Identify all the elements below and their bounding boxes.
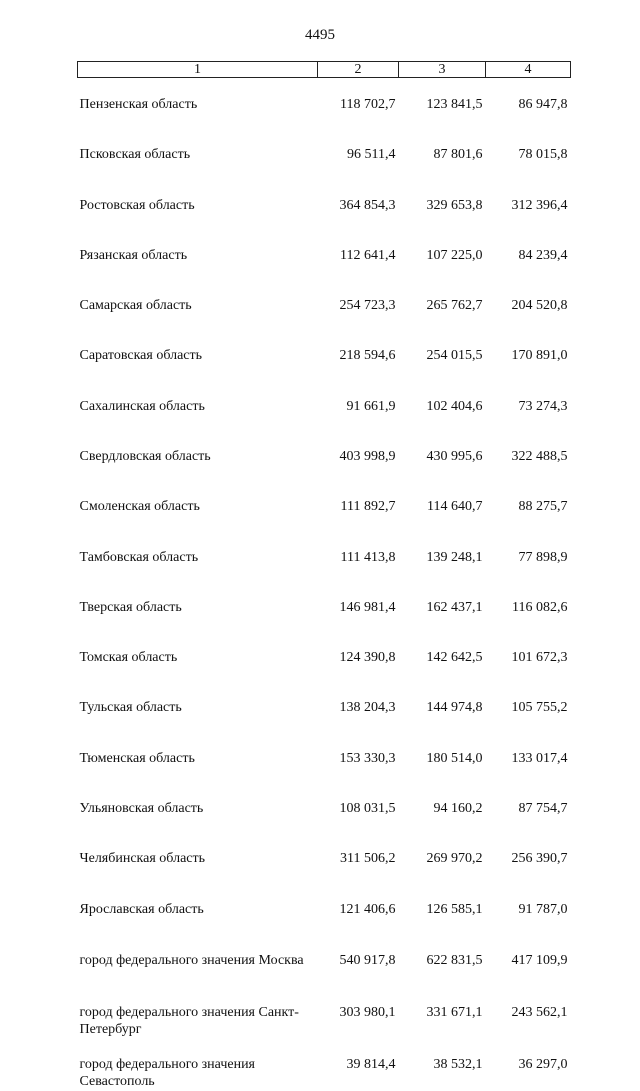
table-row (78, 987, 571, 1039)
value-col2-cell: 540 917,8 (318, 935, 399, 987)
value-col2-cell: 111 892,7 (318, 483, 399, 533)
table-row (78, 231, 571, 281)
value-col3-cell: 269 970,2 (399, 835, 486, 885)
region-name-cell: город федерального значения Севастополь (78, 1039, 318, 1091)
value-col3-cell: 144 974,8 (399, 684, 486, 734)
value-col3-cell: 126 585,1 (399, 885, 486, 935)
table-row (78, 835, 571, 885)
table-row (78, 78, 571, 131)
value-col4-cell: 417 109,9 (486, 935, 571, 987)
value-col4-cell: 256 390,7 (486, 835, 571, 885)
table-row (78, 633, 571, 683)
table-body (78, 78, 571, 1091)
value-col3-cell: 107 225,0 (399, 231, 486, 281)
region-name-cell: Сахалинская область (78, 382, 318, 432)
value-col4-cell: 322 488,5 (486, 432, 571, 482)
region-name-cell: город федерального значения Москва (78, 935, 318, 987)
region-name-cell: Самарская область (78, 281, 318, 331)
table-row (78, 181, 571, 231)
value-col3-cell: 123 841,5 (399, 78, 486, 131)
value-col4-cell: 87 754,7 (486, 784, 571, 834)
value-col4-cell: 133 017,4 (486, 734, 571, 784)
table-row (78, 131, 571, 181)
value-col2-cell: 138 204,3 (318, 684, 399, 734)
value-col4-cell: 116 082,6 (486, 583, 571, 633)
table-row (78, 1039, 571, 1091)
value-col3-cell: 329 653,8 (399, 181, 486, 231)
table-row (78, 684, 571, 734)
table-row (78, 382, 571, 432)
value-col3-cell: 265 762,7 (399, 281, 486, 331)
table-row (78, 432, 571, 482)
value-col3-cell: 139 248,1 (399, 533, 486, 583)
table-row (78, 281, 571, 331)
region-name-cell: Тамбовская область (78, 533, 318, 583)
value-col2-cell: 111 413,8 (318, 533, 399, 583)
region-name-cell: Ярославская область (78, 885, 318, 935)
value-col4-cell: 105 755,2 (486, 684, 571, 734)
value-col4-cell: 73 274,3 (486, 382, 571, 432)
value-col2-cell: 108 031,5 (318, 784, 399, 834)
value-col4-cell: 88 275,7 (486, 483, 571, 533)
value-col4-cell: 77 898,9 (486, 533, 571, 583)
region-name-cell: Ульяновская область (78, 784, 318, 834)
table-row (78, 583, 571, 633)
column-header: 4 (486, 62, 571, 78)
value-col3-cell: 94 160,2 (399, 784, 486, 834)
region-name-cell: Ростовская область (78, 181, 318, 231)
value-col4-cell: 86 947,8 (486, 78, 571, 131)
value-col3-cell: 87 801,6 (399, 131, 486, 181)
value-col2-cell: 218 594,6 (318, 332, 399, 382)
region-name-cell: Челябинская область (78, 835, 318, 885)
region-name-cell: Тульская область (78, 684, 318, 734)
value-col3-cell: 430 995,6 (399, 432, 486, 482)
value-col4-cell: 84 239,4 (486, 231, 571, 281)
region-name-cell: Свердловская область (78, 432, 318, 482)
value-col2-cell: 118 702,7 (318, 78, 399, 131)
value-col4-cell: 243 562,1 (486, 987, 571, 1039)
value-col2-cell: 96 511,4 (318, 131, 399, 181)
table-header-row (78, 62, 571, 78)
table-row (78, 533, 571, 583)
table-row (78, 885, 571, 935)
region-name-cell: Саратовская область (78, 332, 318, 382)
value-col3-cell: 38 532,1 (399, 1039, 486, 1091)
region-name-cell: Тверская область (78, 583, 318, 633)
budget-table (77, 61, 571, 1091)
value-col2-cell: 121 406,6 (318, 885, 399, 935)
value-col2-cell: 311 506,2 (318, 835, 399, 885)
region-name-cell: Рязанская область (78, 231, 318, 281)
value-col3-cell: 254 015,5 (399, 332, 486, 382)
value-col2-cell: 254 723,3 (318, 281, 399, 331)
region-name-cell: Тюменская область (78, 734, 318, 784)
value-col3-cell: 142 642,5 (399, 633, 486, 683)
value-col3-cell: 180 514,0 (399, 734, 486, 784)
value-col4-cell: 204 520,8 (486, 281, 571, 331)
value-col4-cell: 36 297,0 (486, 1039, 571, 1091)
value-col4-cell: 78 015,8 (486, 131, 571, 181)
value-col2-cell: 39 814,4 (318, 1039, 399, 1091)
value-col2-cell: 364 854,3 (318, 181, 399, 231)
table-row (78, 734, 571, 784)
region-name-cell: город федерального значения Санкт-Петербург (78, 987, 318, 1039)
region-name-cell: Томская область (78, 633, 318, 683)
value-col4-cell: 101 672,3 (486, 633, 571, 683)
table-row (78, 784, 571, 834)
column-header: 1 (78, 62, 318, 78)
value-col3-cell: 331 671,1 (399, 987, 486, 1039)
value-col4-cell: 91 787,0 (486, 885, 571, 935)
value-col2-cell: 91 661,9 (318, 382, 399, 432)
table-row (78, 483, 571, 533)
value-col2-cell: 303 980,1 (318, 987, 399, 1039)
value-col3-cell: 622 831,5 (399, 935, 486, 987)
value-col2-cell: 112 641,4 (318, 231, 399, 281)
value-col2-cell: 124 390,8 (318, 633, 399, 683)
region-name-cell: Псковская область (78, 131, 318, 181)
value-col4-cell: 170 891,0 (486, 332, 571, 382)
table-row (78, 332, 571, 382)
table-row (78, 935, 571, 987)
value-col2-cell: 153 330,3 (318, 734, 399, 784)
region-name-cell: Пензенская область (78, 78, 318, 131)
region-name-cell: Смоленская область (78, 483, 318, 533)
value-col4-cell: 312 396,4 (486, 181, 571, 231)
column-header: 2 (318, 62, 399, 78)
value-col2-cell: 403 998,9 (318, 432, 399, 482)
page-number: 4495 (0, 27, 640, 44)
column-header: 3 (399, 62, 486, 78)
value-col2-cell: 146 981,4 (318, 583, 399, 633)
value-col3-cell: 102 404,6 (399, 382, 486, 432)
value-col3-cell: 114 640,7 (399, 483, 486, 533)
value-col3-cell: 162 437,1 (399, 583, 486, 633)
